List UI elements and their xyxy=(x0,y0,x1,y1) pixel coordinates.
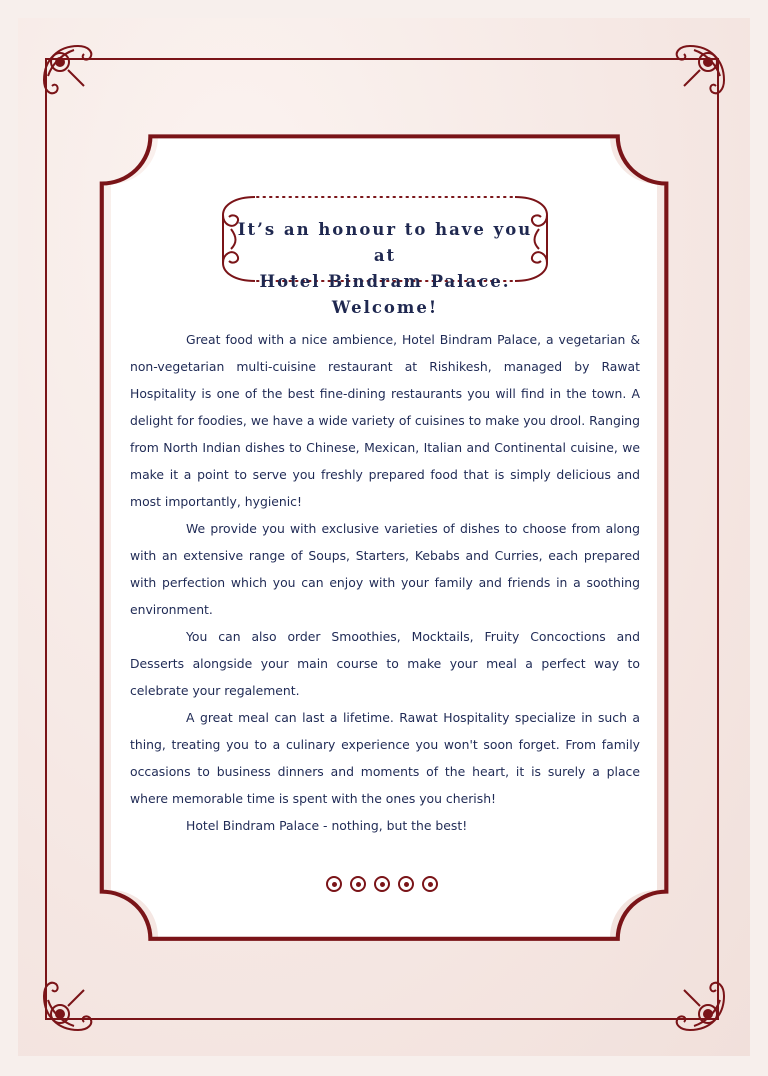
ring-dot-icon xyxy=(422,876,438,892)
ring-dot-icon xyxy=(374,876,390,892)
paragraph: We provide you with exclusive varieties of dishes to choose from along with an extensive range of Soups, Starters, Kebabs and Curries, each prepared with perfection which you can enjoy with your family and friends in a soothing environment. xyxy=(130,521,640,617)
ring-dot-icon xyxy=(326,876,342,892)
tagline: Hotel Bindram Palace - nothing, but the best! xyxy=(186,818,468,833)
paragraph: A great meal can last a lifetime. Rawat Hospitality specialize in such a thing, treating you to a culinary experience you won't soon forget. From family occasions to business dinners and moments of the heart, it is surely a place where memorable time is spent with the ones you cherish! xyxy=(130,710,640,806)
welcome-heading-line1: It’s an honour to have you at xyxy=(237,220,533,265)
welcome-heading xyxy=(235,217,535,321)
ornament-dots xyxy=(326,876,438,892)
paragraph: Great food with a nice ambience, Hotel Bindram Palace, a vegetarian & non-vegetarian multi-cuisine restaurant at Rishikesh, managed by Rawat Hospitality is one of the best fine-dining restaurants you will find in the town. A delight for foodies, we have a wide variety of cuisines to make you drool. Ranging from North Indian dishes to Chinese, Mexican, Italian and Continental cuisine, we make it a point to serve you freshly prepared food that is simply delicious and most importantly, hygienic! xyxy=(130,332,640,509)
ring-dot-icon xyxy=(398,876,414,892)
welcome-heading-line2: Hotel Bindram Palace. Welcome! xyxy=(259,272,511,317)
ring-dot-icon xyxy=(350,876,366,892)
welcome-title-box xyxy=(215,193,555,317)
intro-text xyxy=(130,326,640,839)
paragraph: You can also order Smoothies, Mocktails, Fruity Concoctions and Desserts alongside your main course to make your meal a perfect way to celebrate your regalement. xyxy=(130,629,640,698)
